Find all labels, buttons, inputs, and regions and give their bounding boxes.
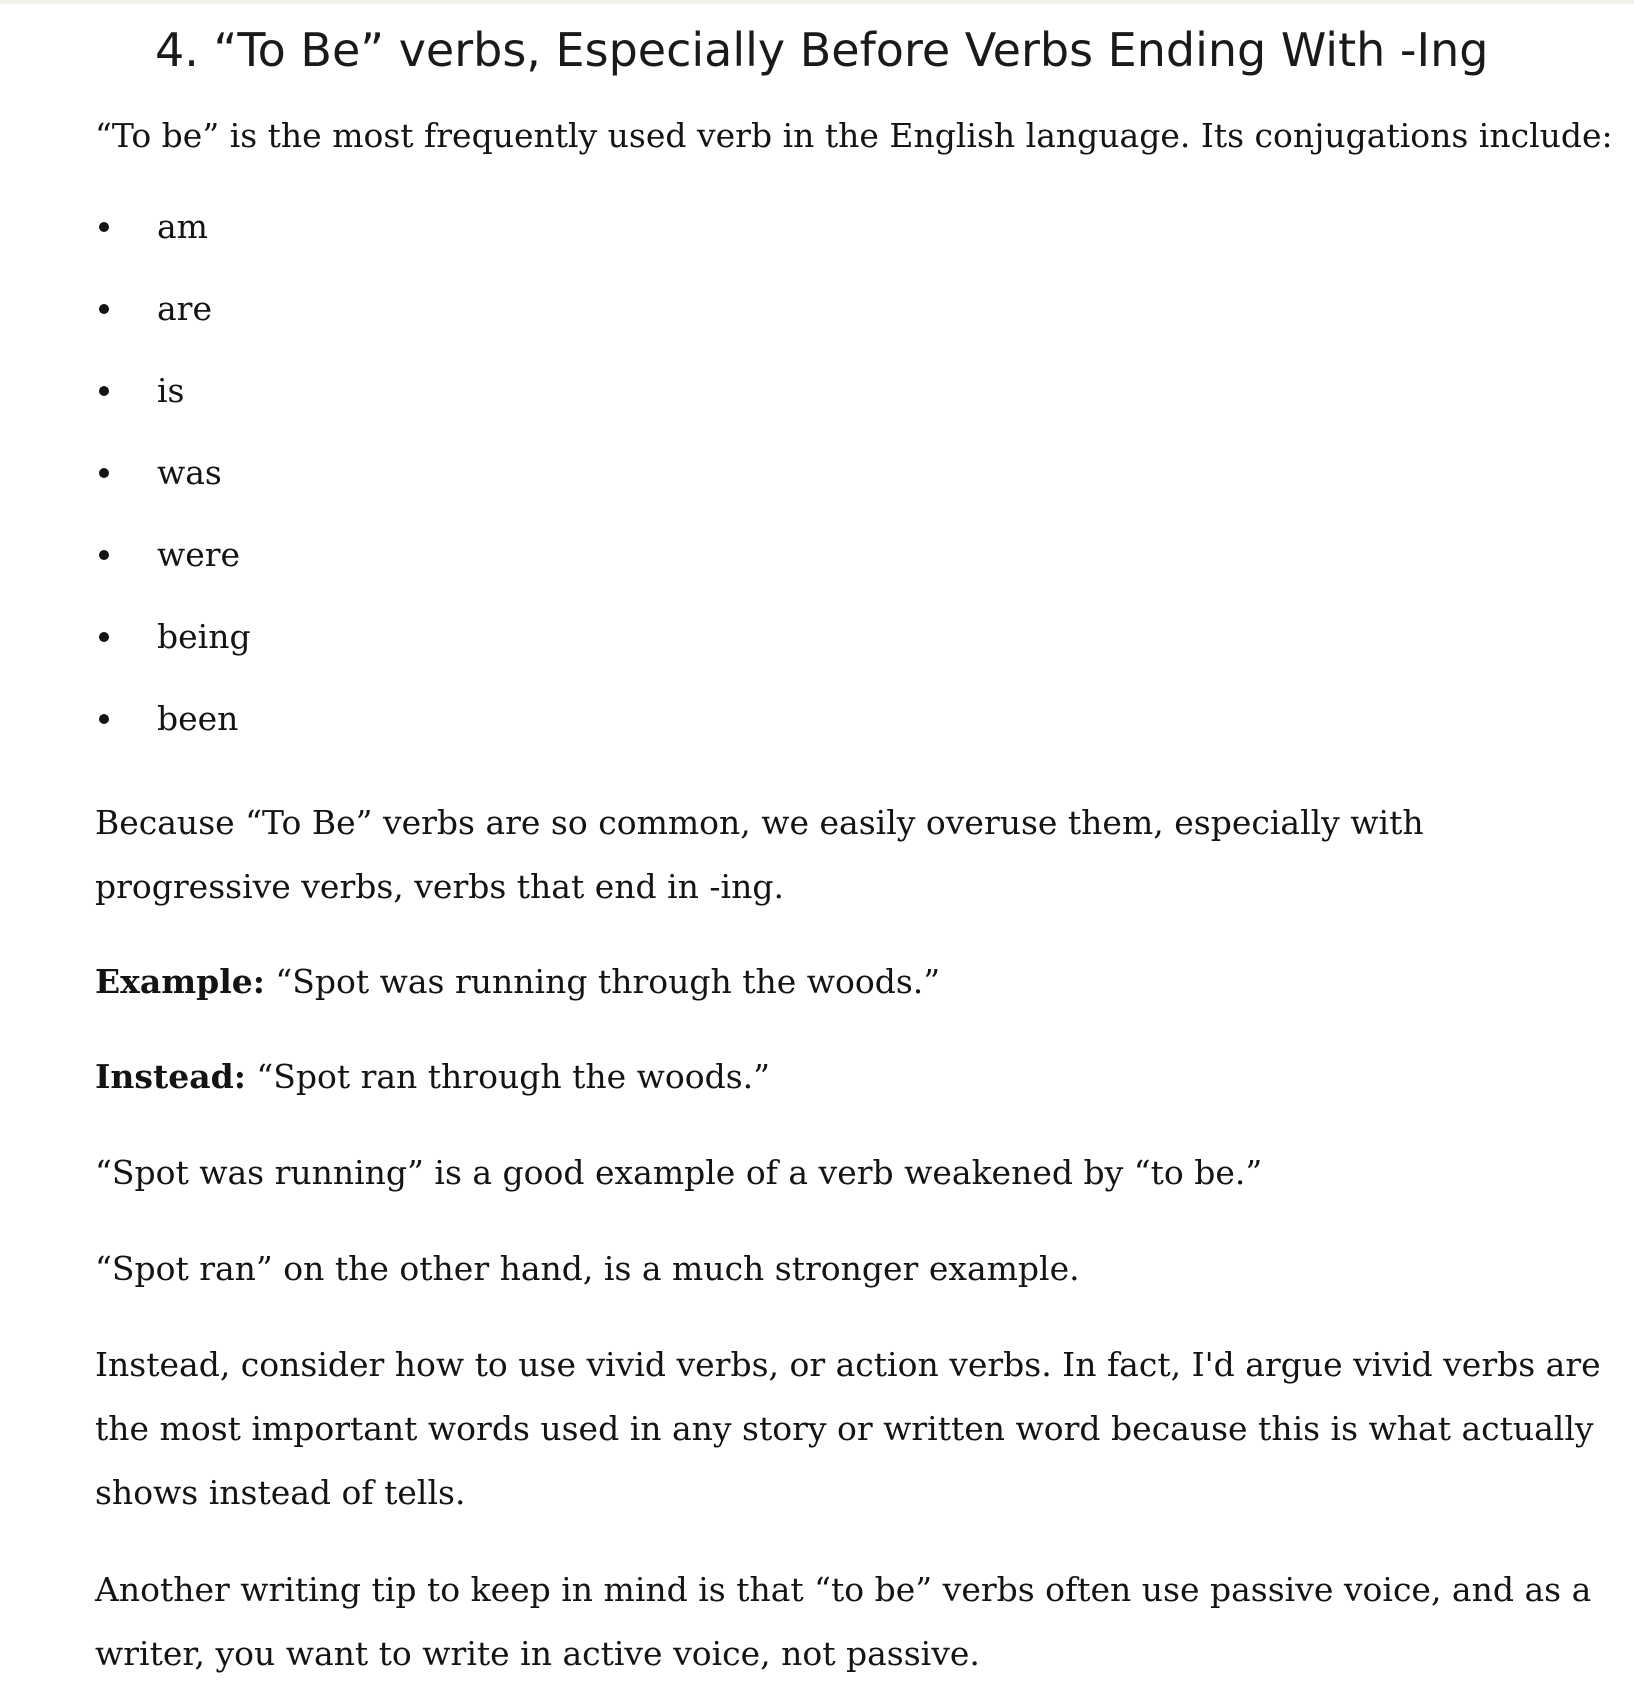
bullet-icon xyxy=(99,550,109,560)
list-item-text: are xyxy=(157,289,212,328)
common-paragraph-line-2: progressive verbs, verbs that end in -ing. xyxy=(95,867,784,906)
vivid-paragraph-line-1: Instead, consider how to use vivid verbs, or action verbs. In fact, I'd argue vivid verbs are xyxy=(95,1345,1601,1384)
list-item-text: been xyxy=(157,699,239,738)
vivid-paragraph-line-2: the most important words used in any story or written word because this is what actually xyxy=(95,1409,1594,1448)
common-paragraph-line-1: Because “To Be” verbs are so common, we easily overuse them, especially with xyxy=(95,803,1424,842)
bullet-icon xyxy=(99,714,109,724)
stronger-paragraph: “Spot ran” on the other hand, is a much stronger example. xyxy=(95,1249,1080,1288)
instead-label: Instead: xyxy=(95,1057,246,1096)
example-paragraph xyxy=(95,950,940,1014)
instead-text: “Spot ran through the woods.” xyxy=(245,1057,771,1096)
list-item-text: is xyxy=(157,371,185,410)
example-label: Example: xyxy=(95,962,265,1001)
vivid-paragraph-line-3: shows instead of tells. xyxy=(95,1473,466,1512)
passive-paragraph-line-2: writer, you want to write in active voice, not passive. xyxy=(95,1634,980,1673)
example-text: “Spot was running through the woods.” xyxy=(264,962,941,1001)
weakened-paragraph: “Spot was running” is a good example of a verb weakened by “to be.” xyxy=(95,1153,1263,1192)
intro-paragraph: “To be” is the most frequently used verb in the English language. Its conjugations include: xyxy=(95,116,1613,155)
bullet-icon xyxy=(99,222,109,232)
list-item-text: were xyxy=(157,535,241,574)
bullet-icon xyxy=(99,468,109,478)
bullet-icon xyxy=(99,304,109,314)
list-item-text: am xyxy=(157,207,208,246)
list-item-text: being xyxy=(157,617,251,656)
section-heading: 4. “To Be” verbs, Especially Before Verbs Ending With -Ing xyxy=(155,23,1489,77)
bullet-icon xyxy=(99,386,109,396)
instead-paragraph xyxy=(95,1045,770,1109)
list-item-text: was xyxy=(157,453,222,492)
bullet-icon xyxy=(99,632,109,642)
passive-paragraph-line-1: Another writing tip to keep in mind is that “to be” verbs often use passive voice, and as a xyxy=(95,1570,1592,1609)
top-rule xyxy=(0,0,1634,4)
